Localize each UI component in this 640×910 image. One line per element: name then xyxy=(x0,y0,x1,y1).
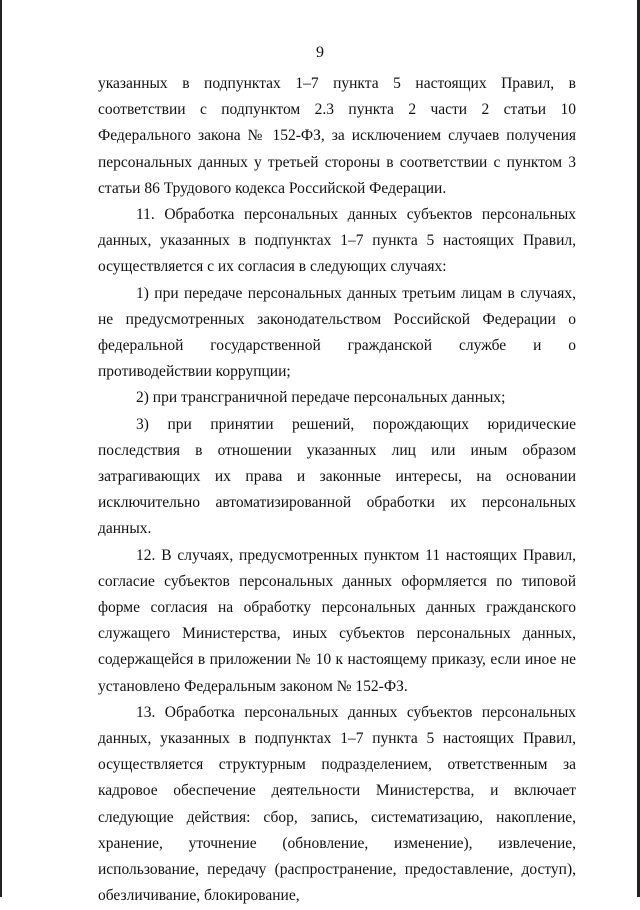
paragraph-item-12: 12. В случаях, предусмотренных пунктом 11 настоящих Правил, согласие субъектов персональных данных оформляется по типовой форме согласия на обработку персональных данных гражданского служащего Министерства, иных субъектов персональных данных, содержащейся в приложении № 10 к настоящему приказу, если иное не установлено Федеральным законом № 152-ФЗ. xyxy=(98,546,576,695)
page-edge-left xyxy=(0,0,2,897)
document-body xyxy=(98,71,576,910)
page-number: 9 xyxy=(316,44,324,61)
paragraph-item-13: 13. Обработка персональных данных субъектов персональных данных, указанных в подпунктах 1–7 пункта 5 настоящих Правил, осуществляется структурным подразделением, ответственным за кадровое обеспечение деятельности Министерства, и включает следующие действия: сбор, запись, систематизацию, накопление, хранение, уточнение (обновление, изменение), извлечение, использование, передачу (распространение, предоставление, доступ), обезличивание, блокирование, xyxy=(98,703,576,905)
paragraph-subitem-2: 2) при трансграничной передаче персональных данных; xyxy=(136,389,506,407)
paragraph-continuation: указанных в подпунктах 1–7 пункта 5 настоящих Правил, в соответствии с подпунктом 2.3 пункта 2 части 2 статьи 10 Федерального закона № 152-ФЗ, за исключением случаев получения персональных данных у третьей стороны в соответствии с пунктом 3 статьи 86 Трудового кодекса Российской Федерации. xyxy=(98,75,576,197)
paragraph-subitem-1: 1) при передаче персональных данных третьим лицам в случаях, не предусмотренных законодательством Российской Федерации о федеральной государственной гражданской службе и о противодействии коррупции; xyxy=(98,284,576,381)
paragraph-item-11: 11. Обработка персональных данных субъектов персональных данных, указанных в подпунктах 1–7 пункта 5 настоящих Правил, осуществляется с их согласия в следующих случаях: xyxy=(98,206,576,276)
paragraph-subitem-3: 3) при принятии решений, порождающих юридические последствия в отношении указанных лиц или иным образом затрагивающих их права и законные интересы, на основании исключительно автоматизированной обработки их персональных данных. xyxy=(98,415,576,538)
